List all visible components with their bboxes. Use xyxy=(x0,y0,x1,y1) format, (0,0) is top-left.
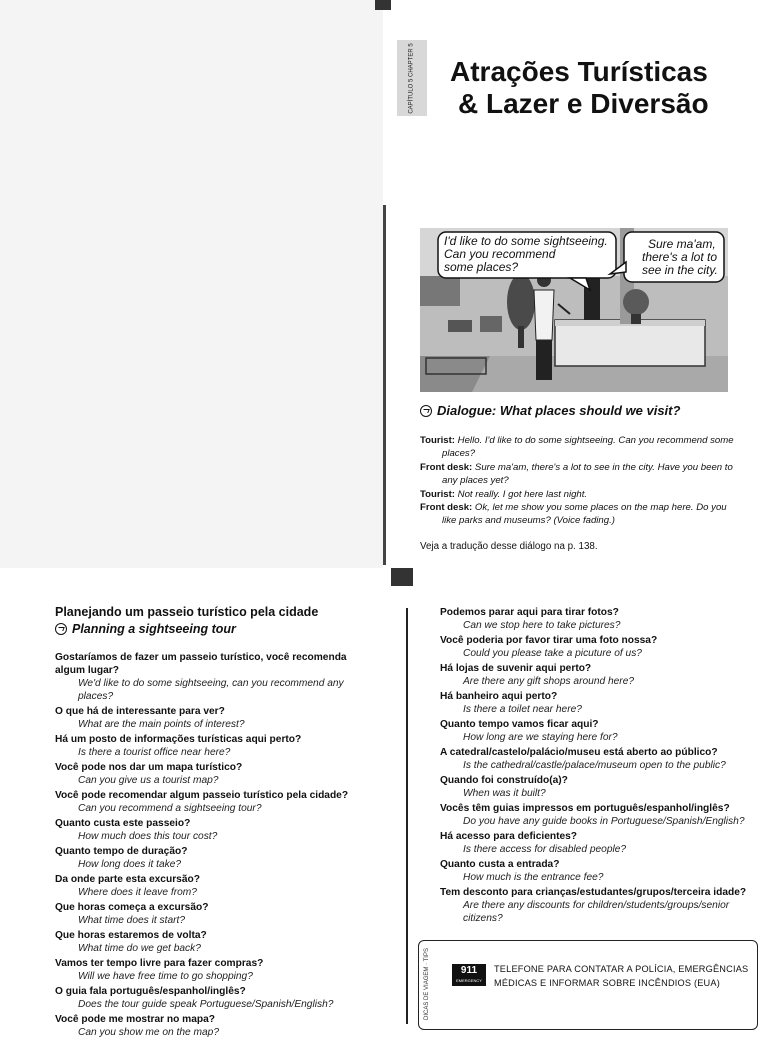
phrase-portuguese: O que há de interessante para ver? xyxy=(55,705,225,717)
phrase-portuguese: Quanto tempo vamos ficar aqui? xyxy=(440,719,599,730)
page-gutter-top xyxy=(383,205,386,565)
section-subtitle-text: Planning a sightseeing tour xyxy=(72,622,236,636)
section-title: Planejando um passeio turístico pela cidade xyxy=(55,605,319,619)
emergency-box-text: TELEFONE PARA CONTATAR A POLÍCIA, EMERGÊNCIAS MÉDICAS E INFORMAR SOBRE INCÊNDIOS (EUA) xyxy=(494,964,749,988)
dialogue-heading-text: Dialogue: What places should we visit? xyxy=(437,403,681,418)
phrase-list-left xyxy=(55,652,377,1042)
dialogue-body xyxy=(420,434,740,528)
chapter-title-line-2: & Lazer e Diversão xyxy=(458,88,709,119)
phrase-english: Can you recommend a sightseeing tour? xyxy=(78,802,262,814)
dialogue-heading xyxy=(420,402,760,420)
dialogue-text: Ok, let me show you some places on the map here. Do you like parks and museums? (Voice fading.) xyxy=(442,502,727,527)
speaker-label: Front desk: xyxy=(420,461,473,473)
phrase-english: Can we stop here to take pictures? xyxy=(463,619,621,631)
phrase-portuguese: Há lojas de suvenir aqui perto? xyxy=(440,663,592,674)
phrase-portuguese: Que horas começa a excursão? xyxy=(55,901,209,913)
dialogue-text: Sure ma'am, there's a lot to see in the city. Have you been to any places yet? xyxy=(442,461,733,487)
dialogue-text: Hello. I'd like to do some sightseeing. Can you recommend some places? xyxy=(442,435,734,460)
phrase-portuguese: Há acesso para deficientes? xyxy=(440,831,578,842)
phrase-english: Could you please take a picuture of us? xyxy=(463,647,642,659)
phrase-portuguese: Podemos parar aqui para tirar fotos? xyxy=(440,607,619,618)
phrase-list-right xyxy=(440,607,765,928)
speaker-label: Tourist: xyxy=(420,488,455,500)
speaker-label: Tourist: xyxy=(420,435,455,446)
dialogue-line xyxy=(420,434,740,461)
phrase-portuguese: Da onde parte esta excursão? xyxy=(55,873,200,885)
phrase-portuguese: Você pode me mostrar no mapa? xyxy=(55,1013,216,1025)
dialogue-line xyxy=(420,501,740,528)
phrase-portuguese: Vamos ter tempo livre para fazer compras? xyxy=(55,957,264,969)
audio-track-icon xyxy=(420,405,432,417)
phrase-english: Is there access for disabled people? xyxy=(463,843,627,855)
phrase-portuguese: Quanto custa este passeio? xyxy=(55,817,191,829)
translation-note: Veja a tradução desse diálogo na p. 138. xyxy=(420,541,598,552)
phrase-english: Are there any gift shops around here? xyxy=(463,675,635,687)
phrase-english: Are there any discounts for children/students/groups/senior citizens? xyxy=(463,899,730,924)
phrase-english: How long are we staying here for? xyxy=(463,731,618,743)
phrase-portuguese: Você poderia por favor tirar uma foto nossa? xyxy=(440,635,658,646)
phrase-portuguese: O guia fala português/espanhol/inglês? xyxy=(55,985,246,997)
section-subtitle xyxy=(55,622,236,637)
emergency-number-badge xyxy=(452,964,486,986)
bubble-left-line-1: I'd like to do some sightseeing. xyxy=(444,234,608,248)
chapter-title-line-1: Atrações Turísticas xyxy=(450,56,708,87)
phrase-portuguese: Quando foi construído(a)? xyxy=(440,775,568,786)
phrase-portuguese: Que horas estaremos de volta? xyxy=(55,929,207,941)
speaker-label: Front desk: xyxy=(420,502,473,514)
badge-subtext: EMERGENCY xyxy=(456,978,482,983)
phrase-english: Does the tour guide speak Portuguese/Spanish/English? xyxy=(78,998,334,1010)
dialogue-line xyxy=(420,488,740,501)
phrase-portuguese: Há banheiro aqui perto? xyxy=(440,691,558,702)
column-divider xyxy=(406,608,408,1024)
bubble-left-line-3: some places? xyxy=(444,260,519,274)
bubble-right-line-1: Sure ma'am, xyxy=(648,237,716,251)
side-label-text: DICAS DE VIAGEM · TIPS xyxy=(424,948,430,1020)
phrase-portuguese: Vocês têm guias impressos em português/espanhol/inglês? xyxy=(440,803,730,814)
bubble-right-line-3: see in the city. xyxy=(642,263,718,277)
phrase-english: When was it built? xyxy=(463,787,546,799)
dialogue-line xyxy=(420,461,740,488)
phrase-english: Is the cathedral/castle/palace/museum open to the public? xyxy=(463,759,726,771)
bubble-left-line-2: Can you recommend xyxy=(444,247,556,261)
phrase-english: Where does it leave from? xyxy=(78,886,197,898)
phrase-english: Is there a tourist office near here? xyxy=(78,746,231,758)
phrase-portuguese: Há um posto de informações turísticas aqui perto? xyxy=(55,733,302,745)
phrase-portuguese: Você pode nos dar um mapa turístico? xyxy=(55,761,243,773)
phrase-english: Can you show me on the map? xyxy=(78,1026,220,1038)
phrase-english: How much does this tour cost? xyxy=(78,830,218,842)
phrase-portuguese: Gostaríamos de fazer um passeio turístico, você recomenda algum lugar? xyxy=(55,652,347,676)
phrase-english: Do you have any guide books in Portuguese/Spanish/English? xyxy=(463,815,745,827)
chapter-tab xyxy=(397,40,427,116)
phrase-english: We'd like to do some sightseeing, can you recommend any places? xyxy=(78,677,344,702)
spine-mark-middle xyxy=(391,568,413,586)
chapter-tab-label: CAPÍTULO 5 CHAPTER 5 xyxy=(408,42,415,114)
phrase-english: Will we have free time to go shopping? xyxy=(78,970,253,982)
phrase-english: What time does it start? xyxy=(78,914,186,926)
hotel-front-desk-illustration xyxy=(420,228,728,392)
phrase-english: What time do we get back? xyxy=(78,942,201,954)
illustration-svg xyxy=(420,228,728,392)
dialogue-text: Not really. I got here last night. xyxy=(457,488,588,500)
blank-left-page xyxy=(0,0,383,568)
spine-mark-top xyxy=(375,0,391,10)
badge-number: 911 xyxy=(460,965,478,976)
phrase-english: What are the main points of interest? xyxy=(78,718,245,730)
phrase-english: How much is the entrance fee? xyxy=(463,871,604,883)
phrase-portuguese: A catedral/castelo/palácio/museu está aberto ao público? xyxy=(440,747,718,758)
phrase-english: Is there a toilet near here? xyxy=(463,703,582,715)
emergency-box-side-label xyxy=(420,946,434,1022)
bubble-right-line-2: there's a lot to xyxy=(642,250,717,264)
phrase-english: How long does it take? xyxy=(78,858,182,870)
phrase-portuguese: Tem desconto para crianças/estudantes/grupos/terceira idade? xyxy=(440,887,747,898)
audio-track-icon xyxy=(55,623,67,635)
phrase-portuguese: Quanto custa a entrada? xyxy=(440,859,560,870)
phrase-portuguese: Quanto tempo de duração? xyxy=(55,845,188,857)
phrase-portuguese: Você pode recomendar algum passeio turístico pela cidade? xyxy=(55,789,349,801)
phrase-english: Can you give us a tourist map? xyxy=(78,774,219,786)
